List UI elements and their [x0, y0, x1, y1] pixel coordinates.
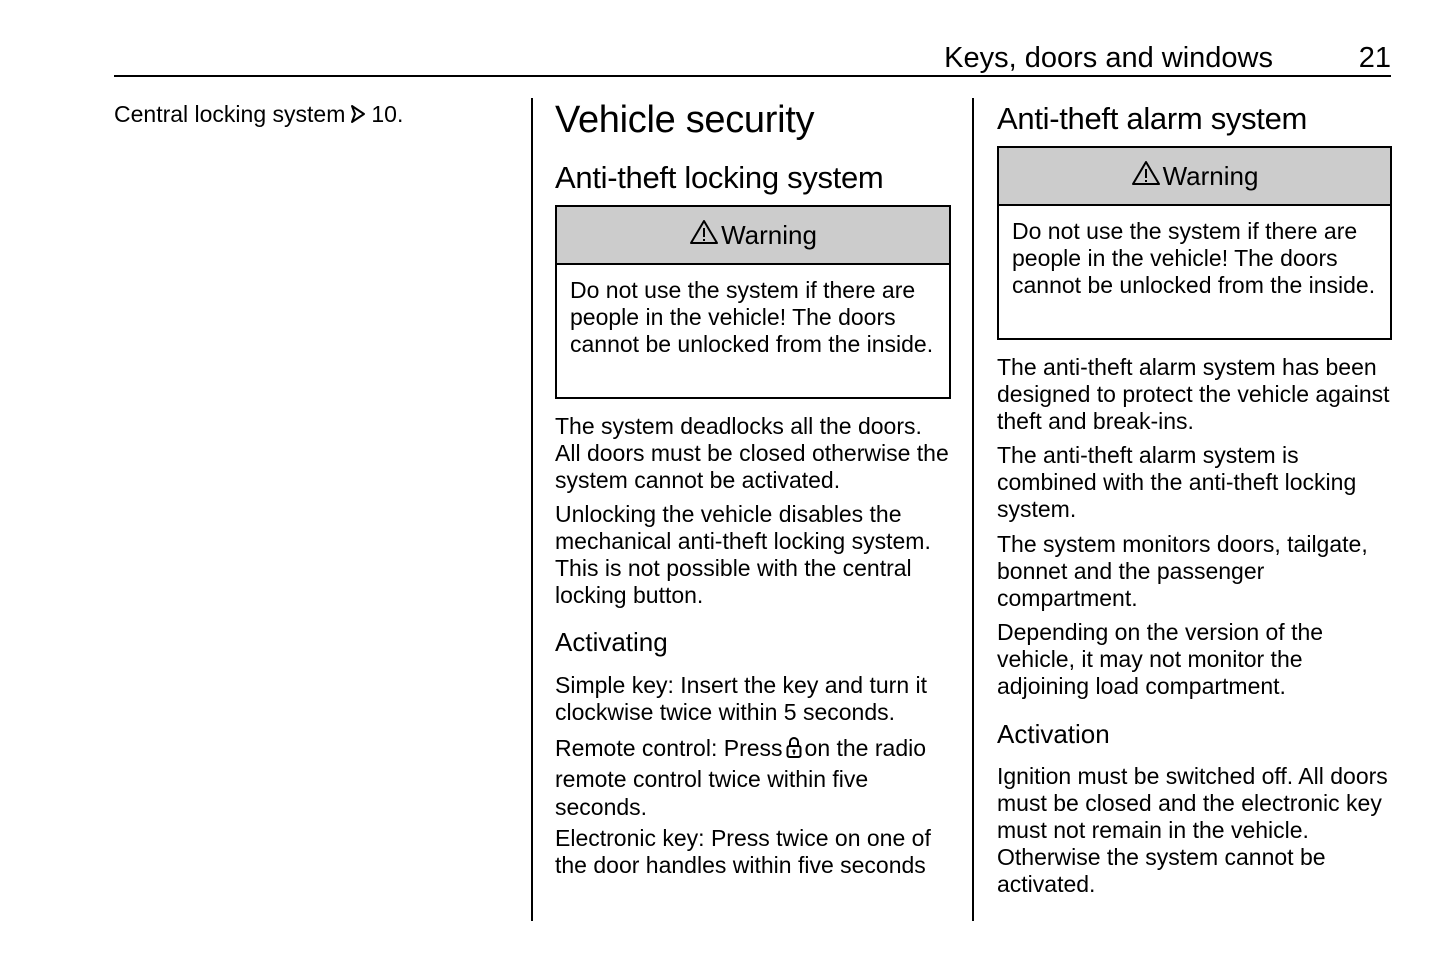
warning-header — [557, 207, 949, 265]
paragraph-alarm-combined: The anti-theft alarm system is combined with the anti-theft locking system. — [997, 442, 1357, 522]
paragraph-alarm-monitors: The system monitors doors, tailgate, bonnet and the passenger compartment. — [997, 531, 1368, 611]
warning-text: Do not use the system if there are people in the vehicle! The doors cannot be unlocked from the inside. — [1012, 218, 1376, 298]
heading-activating: Activating — [555, 627, 668, 657]
column-divider-2 — [972, 98, 974, 921]
paragraph-alarm-designed: The anti-theft alarm system has been designed to protect the vehicle against theft and break-ins. — [997, 354, 1390, 434]
reference-arrow-icon — [349, 103, 367, 130]
warning-label: Warning — [721, 219, 817, 250]
page-number: 21 — [1358, 42, 1391, 74]
paragraph-alarm-version: Depending on the version of the vehicle, it may not monitor the adjoining load compartment. — [997, 619, 1324, 699]
warning-box-alarm — [997, 146, 1392, 340]
paragraph-activation-conditions: Ignition must be switched off. All doors must be closed and the electronic key must not remain in the vehicle. Otherwise the system cannot be activated. — [997, 763, 1388, 897]
warning-box-locking — [555, 205, 951, 399]
subsection-title-anti-theft-locking: Anti-theft locking system — [555, 160, 884, 195]
paragraph-electronic-key: Electronic key: Press twice on one of the door handles within five seconds — [555, 825, 931, 878]
paragraph-deadlocks: The system deadlocks all the doors. All doors must be closed otherwise the system cannot be activated. — [555, 413, 949, 493]
remote-control-text-after: on the radio remote control twice within five seconds. — [555, 735, 927, 820]
remote-control-text-before: Remote control: Press — [555, 735, 783, 761]
warning-text: Do not use the system if there are people in the vehicle! The doors cannot be unlocked from the inside. — [570, 277, 934, 357]
padlock-icon — [786, 735, 802, 765]
section-title-vehicle-security: Vehicle security — [555, 99, 815, 141]
warning-triangle-icon — [1131, 160, 1163, 193]
running-header-title: Keys, doors and windows — [944, 42, 1273, 74]
warning-header — [999, 148, 1390, 206]
cross-reference — [114, 101, 403, 130]
column-divider-1 — [531, 98, 533, 921]
header-rule — [114, 75, 1391, 77]
warning-label: Warning — [1162, 160, 1259, 191]
paragraph-simple-key: Simple key: Insert the key and turn it clockwise twice within 5 seconds. — [555, 672, 928, 725]
paragraph-remote-control — [555, 734, 951, 821]
cross-reference-label: Central locking system — [114, 101, 346, 127]
cross-reference-page: 10. — [371, 101, 404, 127]
heading-activation: Activation — [997, 719, 1110, 749]
section-title-anti-theft-alarm: Anti-theft alarm system — [997, 101, 1308, 136]
paragraph-unlocking: Unlocking the vehicle disables the mechanical anti-theft locking system. This is not possible with the central locking button. — [555, 501, 931, 608]
warning-triangle-icon — [689, 219, 721, 252]
